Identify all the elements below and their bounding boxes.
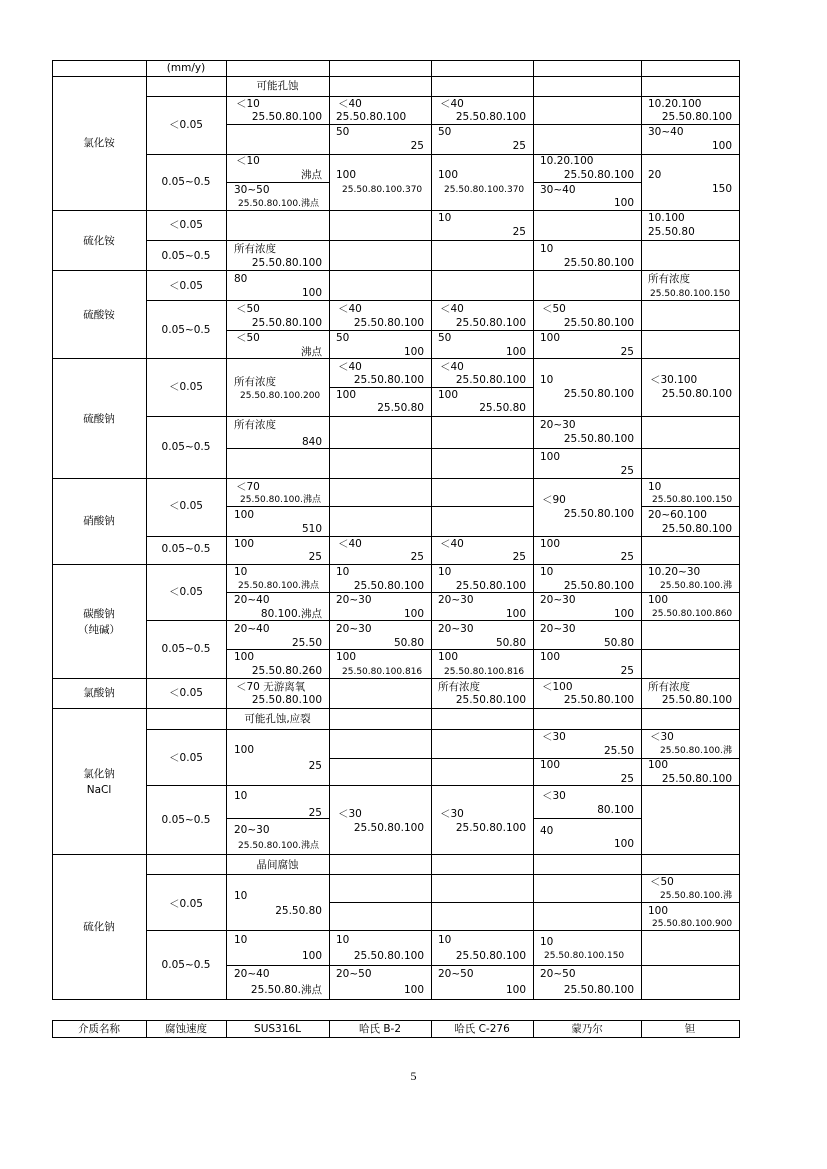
cell-value: 25 — [620, 773, 634, 785]
speed-low: ＜0.05 — [169, 119, 203, 131]
cell-value: 100 — [403, 346, 424, 358]
speed-high: 0.05~0.5 — [161, 814, 211, 826]
cell-value: 25.50.80.100 — [455, 694, 526, 706]
column-header-monel: 蒙乃尔 — [571, 1023, 603, 1035]
cell-value: 25.50.80.100 — [353, 580, 424, 592]
note-pitting-cracking: 可能孔蚀,应裂 — [244, 713, 311, 725]
cell-value: 20 — [648, 169, 662, 181]
cell-value: 100 — [234, 651, 255, 663]
speed-low: ＜0.05 — [169, 687, 203, 699]
cell-value: 840 — [301, 436, 322, 448]
cell-value: 25.50.80.100.150 — [652, 495, 733, 505]
cell-value: 100 — [336, 389, 357, 401]
cell-value: 25.50.80.100.沸点 — [238, 841, 319, 851]
cell-value: 20~50 — [336, 968, 372, 980]
cell-value: 25.50.80.100.150 — [544, 951, 625, 961]
footer-header-table — [52, 1020, 740, 1038]
medium-name-sodium-chloride: 氯化钠 — [83, 768, 115, 780]
cell-value: 25.50.80.100 — [455, 374, 526, 386]
cell-value: 30~40 — [648, 126, 684, 138]
cell-value: 20~40 — [234, 623, 270, 635]
cell-value: 25.50.80.100 — [455, 580, 526, 592]
cell-value: 25.50.80.100.370 — [444, 185, 525, 195]
cell-value: 100 — [711, 140, 732, 152]
cell-value: 25 — [512, 551, 526, 563]
cell-value: 所有浓度 — [438, 681, 480, 693]
cell-value: 25.50.80.100.860 — [652, 609, 733, 619]
cell-value: 所有浓度 — [648, 681, 690, 693]
cell-value: 20~30 — [438, 594, 474, 606]
speed-high: 0.05~0.5 — [161, 324, 211, 336]
cell-value: 80 — [234, 273, 248, 285]
page-number: 5 — [410, 1069, 417, 1083]
cell-value: 10 — [438, 566, 452, 578]
cell-value: 100 — [540, 332, 561, 344]
cell-value: 25 — [410, 140, 424, 152]
cell-value: 沸点 — [301, 169, 322, 181]
cell-value: 50 — [438, 126, 452, 138]
cell-value: 10 — [336, 566, 350, 578]
cell-value: 25.50.80.260 — [251, 665, 322, 677]
corrosion-table — [52, 60, 740, 1000]
column-header-speed: 腐蚀速度 — [165, 1023, 207, 1035]
cell-value: 20~30 — [438, 623, 474, 635]
cell-value: ＜100 — [542, 681, 573, 693]
cell-value: 25.50.80.100.沸 — [660, 746, 732, 756]
cell-value: 10 — [540, 566, 554, 578]
cell-value: 25.50.80.100 — [353, 374, 424, 386]
cell-value: 510 — [301, 523, 322, 535]
cell-value: ＜40 — [440, 361, 464, 373]
cell-value: 100 — [540, 651, 561, 663]
cell-value: ＜30 — [338, 808, 362, 820]
cell-value: 10 — [336, 934, 350, 946]
cell-value: 25.50.80.沸点 — [250, 984, 322, 996]
speed-high: 0.05~0.5 — [161, 441, 211, 453]
cell-value: 100 — [438, 389, 459, 401]
cell-value: 10.20.100 — [540, 155, 594, 167]
column-header-medium: 介质名称 — [78, 1023, 120, 1035]
cell-value: ＜90 — [542, 494, 566, 506]
cell-value: 25.50.80.100.沸 — [660, 581, 732, 591]
cell-value: 10 — [540, 374, 554, 386]
cell-value: 100 — [234, 509, 255, 521]
cell-value: 25.50.80.100 — [353, 317, 424, 329]
cell-value: 100 — [648, 594, 669, 606]
speed-low: ＜0.05 — [169, 381, 203, 393]
cell-value: 100 — [403, 984, 424, 996]
cell-value: ＜40 — [440, 303, 464, 315]
cell-value: 25.50.80.100 — [563, 508, 634, 520]
cell-value: 25.50.80.100.150 — [650, 289, 731, 299]
cell-value: ＜50 — [542, 303, 566, 315]
cell-value: ＜10 — [236, 155, 260, 167]
speed-high: 0.05~0.5 — [161, 959, 211, 971]
cell-value: 25.50.80.100 — [661, 111, 732, 123]
cell-value: 100 — [540, 759, 561, 771]
cell-value: 10 — [438, 212, 452, 224]
cell-value: 50.80 — [393, 637, 424, 649]
cell-value: ＜30 — [542, 731, 566, 743]
cell-value: 20~30 — [540, 419, 576, 431]
cell-value: 100 — [438, 169, 459, 181]
cell-value: 25.50.80.100 — [563, 388, 634, 400]
cell-value: 25.50.80.100 — [353, 950, 424, 962]
cell-value: 25 — [512, 140, 526, 152]
speed-low: ＜0.05 — [169, 586, 203, 598]
medium-name-ammonium-chloride: 氯化铵 — [83, 137, 115, 149]
cell-value: ＜30.100 — [650, 374, 698, 386]
cell-value: 100 — [613, 838, 634, 850]
cell-value: 25.50.80.100 — [661, 523, 732, 535]
cell-value: 25.50.80.100 — [661, 773, 732, 785]
cell-value: 100 — [505, 346, 526, 358]
cell-value: 25.50.80.100 — [251, 257, 322, 269]
cell-value: 25.50.80.100.370 — [342, 185, 423, 195]
cell-value: 20~60.100 — [648, 509, 707, 521]
cell-value: 所有浓度 — [234, 243, 276, 255]
cell-value: ＜40 — [338, 303, 362, 315]
cell-value: 30~50 — [234, 184, 270, 196]
cell-value: 25.50.80.100.900 — [652, 919, 733, 929]
cell-value: 25 — [620, 346, 634, 358]
medium-name-sodium-sulfide: 硫化钠 — [83, 921, 115, 933]
cell-value: 25.50.80.100 — [563, 580, 634, 592]
speed-high: 0.05~0.5 — [161, 643, 211, 655]
cell-value: 所有浓度 — [234, 376, 276, 388]
cell-value: 100 — [301, 950, 322, 962]
cell-value: 80.100 — [597, 804, 634, 816]
column-header-sus316l: SUS316L — [254, 1023, 301, 1035]
cell-value: 100 — [301, 287, 322, 299]
cell-value: ＜30 — [650, 731, 674, 743]
cell-value: 50 — [336, 126, 350, 138]
cell-value: ＜40 — [338, 98, 362, 110]
cell-value: ＜40 — [338, 361, 362, 373]
cell-value: 25.50.80.100 — [455, 822, 526, 834]
cell-value: ＜30 — [542, 790, 566, 802]
cell-value: 100 — [540, 451, 561, 463]
cell-value: 25.50 — [603, 745, 634, 757]
cell-value: 10 — [234, 890, 248, 902]
cell-value: ＜50 — [236, 303, 260, 315]
speed-low: ＜0.05 — [169, 280, 203, 292]
medium-name-ammonium-sulfate: 硫酸铵 — [83, 309, 115, 321]
cell-value: 25 — [620, 465, 634, 477]
cell-value: 100 — [613, 608, 634, 620]
medium-name-ammonium-sulfide: 硫化铵 — [83, 235, 115, 247]
cell-value: ＜50 — [236, 332, 260, 344]
cell-value: 100 — [234, 538, 255, 550]
cell-value: 25.50.80.100 — [563, 984, 634, 996]
cell-value: 25.50.80.100.沸 — [660, 891, 732, 901]
cell-value: ＜40 — [440, 538, 464, 550]
cell-value: 100 — [234, 744, 255, 756]
cell-value: 10 — [234, 934, 248, 946]
speed-high: 0.05~0.5 — [161, 543, 211, 555]
cell-value: 25 — [308, 551, 322, 563]
cell-value: 25 — [512, 226, 526, 238]
cell-value: 所有浓度 — [648, 273, 690, 285]
cell-value: ＜10 — [236, 98, 260, 110]
cell-value: 10 — [438, 934, 452, 946]
note-intergranular: 晶间腐蚀 — [256, 859, 299, 871]
cell-value: ＜70 无游离氧 — [236, 681, 306, 693]
cell-value: 10 — [234, 790, 248, 802]
cell-value: 25.50.80.100.沸点 — [238, 581, 319, 591]
speed-low: ＜0.05 — [169, 219, 203, 231]
cell-value: 150 — [711, 183, 732, 195]
cell-value: 10 — [540, 243, 554, 255]
cell-value: 20~30 — [234, 824, 270, 836]
cell-value: 100 — [505, 608, 526, 620]
cell-value: 100 — [336, 169, 357, 181]
cell-value: 25.50.80.100 — [353, 822, 424, 834]
cell-value: 10.20~30 — [648, 566, 701, 578]
cell-value: 100 — [648, 905, 669, 917]
cell-value: 10 — [648, 481, 662, 493]
medium-name-sodium-chlorate: 氯酸钠 — [83, 687, 115, 699]
cell-value: 100 — [648, 759, 669, 771]
cell-value: 25.50.80 — [479, 402, 526, 414]
cell-value: 25 — [620, 551, 634, 563]
cell-value: 100 — [438, 651, 459, 663]
cell-value: 100 — [403, 608, 424, 620]
column-header-tantalum: 钽 — [684, 1023, 696, 1035]
cell-value: 25.50.80.100.816 — [444, 667, 525, 677]
column-header-hastelloy-c276: 哈氏 C-276 — [454, 1023, 510, 1035]
cell-value: 50.80 — [495, 637, 526, 649]
cell-value: 25.50.80.100 — [251, 694, 322, 706]
cell-value: 25.50.80.100 — [455, 111, 526, 123]
speed-low: ＜0.05 — [169, 500, 203, 512]
cell-value: 25 — [308, 807, 322, 819]
cell-value: 20~30 — [336, 594, 372, 606]
medium-formula-nacl: NaCl — [86, 784, 112, 796]
medium-name-sodium-nitrate: 硝酸钠 — [83, 515, 115, 527]
cell-value: 50 — [336, 332, 350, 344]
cell-value: 25.50.80.100 — [563, 433, 634, 445]
cell-value: 10 — [234, 566, 248, 578]
cell-value: 50.80 — [603, 637, 634, 649]
cell-value: ＜40 — [440, 98, 464, 110]
cell-value: 25.50 — [291, 637, 322, 649]
cell-value: 20~30 — [540, 623, 576, 635]
cell-value: 25.50.80.100.沸点 — [238, 199, 319, 209]
cell-value: 100 — [613, 197, 634, 209]
cell-value: 所有浓度 — [234, 419, 276, 431]
cell-value: ＜70 — [236, 481, 260, 493]
cell-value: 10 — [540, 936, 554, 948]
cell-value: 25.50.80.100.沸点 — [240, 495, 321, 505]
cell-value: 20~50 — [540, 968, 576, 980]
cell-value: 25.50.80.100.816 — [342, 667, 423, 677]
note-pitting: 可能孔蚀 — [256, 80, 299, 92]
cell-value: 25.50.80.100 — [563, 257, 634, 269]
cell-value: 20~40 — [234, 968, 270, 980]
cell-value: 20~50 — [438, 968, 474, 980]
cell-value: 10.100 — [648, 212, 685, 224]
cell-value: 20~30 — [540, 594, 576, 606]
speed-low: ＜0.05 — [169, 898, 203, 910]
cell-value: 40 — [540, 825, 554, 837]
cell-value: 25.50.80.100 — [251, 111, 322, 123]
speed-unit-label: (mm/y) — [166, 62, 206, 74]
cell-value: 25 — [620, 665, 634, 677]
cell-value: 沸点 — [301, 346, 322, 358]
cell-value: 25.50.80.100 — [251, 317, 322, 329]
medium-name-sodium-carbonate: 碳酸钠 — [83, 608, 115, 620]
cell-value: 25.50.80 — [377, 402, 424, 414]
cell-value: 30~40 — [540, 184, 576, 196]
cell-value: 20~40 — [234, 594, 270, 606]
cell-value: 100 — [540, 538, 561, 550]
speed-high: 0.05~0.5 — [161, 176, 211, 188]
cell-value: 25.50.80.100 — [661, 388, 732, 400]
cell-value: 100 — [505, 984, 526, 996]
speed-high: 0.05~0.5 — [161, 250, 211, 262]
column-header-hastelloy-b2: 哈氏 B-2 — [358, 1023, 401, 1035]
cell-value: ＜50 — [650, 876, 674, 888]
cell-value: 25.50.80.100 — [455, 317, 526, 329]
cell-value: 25.50.80.100 — [336, 111, 407, 123]
cell-value: 10.20.100 — [648, 98, 702, 110]
cell-value: 25.50.80.100 — [661, 694, 732, 706]
cell-value: ＜40 — [338, 538, 362, 550]
cell-value: 25.50.80.100 — [455, 950, 526, 962]
cell-value: 25.50.80 — [275, 905, 322, 917]
cell-value: 25.50.80.100.200 — [240, 391, 321, 401]
cell-value: 25.50.80 — [648, 226, 695, 238]
speed-low: ＜0.05 — [169, 752, 203, 764]
cell-value: 80.100.沸点 — [260, 608, 322, 620]
cell-value: 25.50.80.100 — [563, 694, 634, 706]
medium-name-sodium-sulfate: 硫酸钠 — [83, 413, 115, 425]
cell-value: 25 — [410, 551, 424, 563]
cell-value: 20~30 — [336, 623, 372, 635]
cell-value: 100 — [336, 651, 357, 663]
cell-value: 25.50.80.100 — [563, 169, 634, 181]
cell-value: 25.50.80.100 — [563, 317, 634, 329]
medium-name-soda-ash: （纯碱） — [78, 624, 120, 636]
cell-value: 50 — [438, 332, 452, 344]
cell-value: 25 — [308, 760, 322, 772]
cell-value: ＜30 — [440, 808, 464, 820]
